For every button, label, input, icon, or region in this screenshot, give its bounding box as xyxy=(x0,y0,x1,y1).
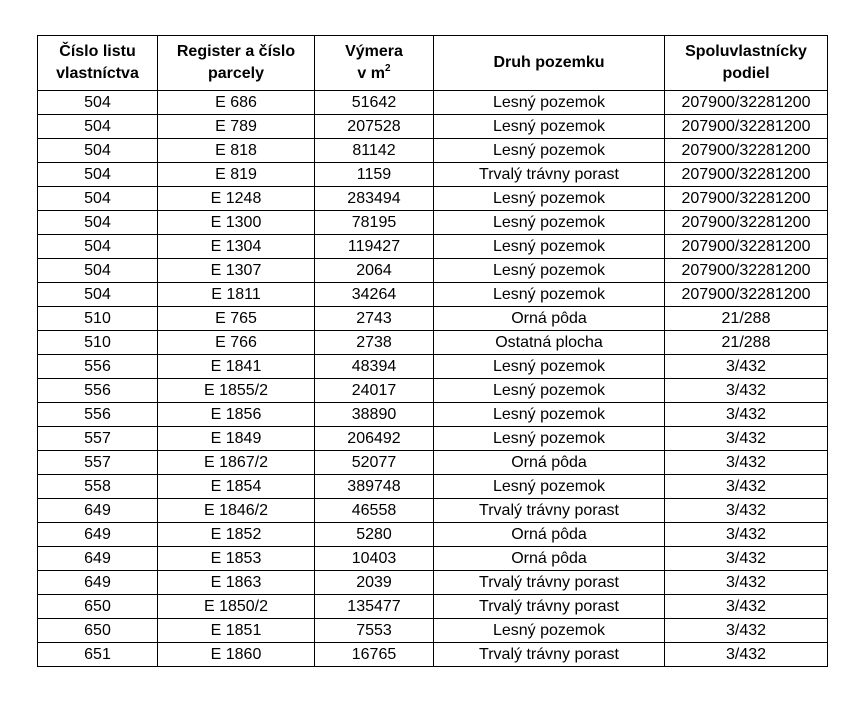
cell-area: 1159 xyxy=(315,163,434,187)
cell-ownership-sheet-number: 650 xyxy=(38,619,158,643)
cell-land-type: Lesný pozemok xyxy=(434,91,665,115)
table-row xyxy=(38,619,828,643)
cell-register-parcel-number: E 1853 xyxy=(158,547,315,571)
cell-co-ownership-share: 207900/32281200 xyxy=(665,139,828,163)
cell-ownership-sheet-number: 504 xyxy=(38,163,158,187)
cell-ownership-sheet-number: 557 xyxy=(38,427,158,451)
cell-ownership-sheet-number: 510 xyxy=(38,331,158,355)
header-line: Druh pozemku xyxy=(493,54,605,71)
table-row xyxy=(38,595,828,619)
cell-area: 206492 xyxy=(315,427,434,451)
cell-land-type: Trvalý trávny porast xyxy=(434,595,665,619)
cell-land-type: Trvalý trávny porast xyxy=(434,571,665,595)
cell-land-type: Lesný pozemok xyxy=(434,355,665,379)
cell-co-ownership-share: 207900/32281200 xyxy=(665,187,828,211)
cell-area: 135477 xyxy=(315,595,434,619)
cell-land-type: Ostatná plocha xyxy=(434,331,665,355)
cell-register-parcel-number: E 1304 xyxy=(158,235,315,259)
table-row xyxy=(38,403,828,427)
cell-ownership-sheet-number: 556 xyxy=(38,355,158,379)
cell-co-ownership-share: 207900/32281200 xyxy=(665,163,828,187)
cell-land-type: Lesný pozemok xyxy=(434,619,665,643)
cell-ownership-sheet-number: 504 xyxy=(38,235,158,259)
cell-ownership-sheet-number: 504 xyxy=(38,91,158,115)
cell-register-parcel-number: E 1849 xyxy=(158,427,315,451)
cell-co-ownership-share: 3/432 xyxy=(665,379,828,403)
cell-ownership-sheet-number: 504 xyxy=(38,187,158,211)
header-co-ownership-share xyxy=(665,36,828,91)
cell-area: 78195 xyxy=(315,211,434,235)
cell-register-parcel-number: E 818 xyxy=(158,139,315,163)
cell-area: 207528 xyxy=(315,115,434,139)
cell-co-ownership-share: 207900/32281200 xyxy=(665,235,828,259)
header-register-parcel-number xyxy=(158,36,315,91)
cell-co-ownership-share: 3/432 xyxy=(665,523,828,547)
cell-co-ownership-share: 207900/32281200 xyxy=(665,283,828,307)
cell-area: 24017 xyxy=(315,379,434,403)
cell-ownership-sheet-number: 556 xyxy=(38,379,158,403)
cell-land-type: Trvalý trávny porast xyxy=(434,643,665,667)
cell-register-parcel-number: E 819 xyxy=(158,163,315,187)
cell-ownership-sheet-number: 510 xyxy=(38,307,158,331)
cell-co-ownership-share: 207900/32281200 xyxy=(665,211,828,235)
cell-register-parcel-number: E 766 xyxy=(158,331,315,355)
cell-area: 283494 xyxy=(315,187,434,211)
cell-land-type: Lesný pozemok xyxy=(434,211,665,235)
cell-register-parcel-number: E 686 xyxy=(158,91,315,115)
table-row xyxy=(38,115,828,139)
table-row xyxy=(38,187,828,211)
cell-land-type: Orná pôda xyxy=(434,523,665,547)
cell-land-type: Lesný pozemok xyxy=(434,403,665,427)
cell-co-ownership-share: 3/432 xyxy=(665,643,828,667)
cell-register-parcel-number: E 1307 xyxy=(158,259,315,283)
header-line: Výmera xyxy=(345,43,403,60)
cell-co-ownership-share: 3/432 xyxy=(665,571,828,595)
cell-area: 5280 xyxy=(315,523,434,547)
cell-area: 34264 xyxy=(315,283,434,307)
header-line xyxy=(315,63,433,85)
cell-co-ownership-share: 3/432 xyxy=(665,475,828,499)
table-row xyxy=(38,235,828,259)
cell-co-ownership-share: 3/432 xyxy=(665,403,828,427)
cell-ownership-sheet-number: 649 xyxy=(38,523,158,547)
cell-land-type: Orná pôda xyxy=(434,307,665,331)
cell-register-parcel-number: E 1846/2 xyxy=(158,499,315,523)
table-row xyxy=(38,451,828,475)
cell-area: 119427 xyxy=(315,235,434,259)
cell-register-parcel-number: E 1811 xyxy=(158,283,315,307)
cell-ownership-sheet-number: 504 xyxy=(38,259,158,283)
parcel-table xyxy=(37,35,828,667)
cell-land-type: Orná pôda xyxy=(434,451,665,475)
table-row xyxy=(38,139,828,163)
table-row xyxy=(38,379,828,403)
cell-ownership-sheet-number: 651 xyxy=(38,643,158,667)
cell-area: 38890 xyxy=(315,403,434,427)
table-row xyxy=(38,331,828,355)
cell-area: 46558 xyxy=(315,499,434,523)
cell-co-ownership-share: 3/432 xyxy=(665,595,828,619)
table-row xyxy=(38,643,828,667)
cell-land-type: Lesný pozemok xyxy=(434,475,665,499)
table-row xyxy=(38,355,828,379)
table-row xyxy=(38,475,828,499)
table-row xyxy=(38,523,828,547)
table-row xyxy=(38,91,828,115)
cell-register-parcel-number: E 765 xyxy=(158,307,315,331)
cell-ownership-sheet-number: 649 xyxy=(38,547,158,571)
cell-co-ownership-share: 21/288 xyxy=(665,307,828,331)
header-line: Register a číslo xyxy=(176,43,296,60)
header-line: Spoluvlastnícky xyxy=(685,43,807,60)
cell-register-parcel-number: E 789 xyxy=(158,115,315,139)
cell-register-parcel-number: E 1852 xyxy=(158,523,315,547)
cell-register-parcel-number: E 1863 xyxy=(158,571,315,595)
cell-register-parcel-number: E 1867/2 xyxy=(158,451,315,475)
table-row xyxy=(38,427,828,451)
table-row xyxy=(38,499,828,523)
cell-co-ownership-share: 207900/32281200 xyxy=(665,259,828,283)
cell-register-parcel-number: E 1851 xyxy=(158,619,315,643)
cell-register-parcel-number: E 1854 xyxy=(158,475,315,499)
table-row xyxy=(38,547,828,571)
cell-register-parcel-number: E 1248 xyxy=(158,187,315,211)
cell-co-ownership-share: 3/432 xyxy=(665,547,828,571)
cell-land-type: Lesný pozemok xyxy=(434,115,665,139)
table-header xyxy=(38,36,828,91)
header-line: podiel xyxy=(722,65,770,82)
cell-register-parcel-number: E 1860 xyxy=(158,643,315,667)
cell-ownership-sheet-number: 504 xyxy=(38,139,158,163)
cell-ownership-sheet-number: 504 xyxy=(38,283,158,307)
cell-co-ownership-share: 207900/32281200 xyxy=(665,91,828,115)
cell-land-type: Lesný pozemok xyxy=(434,187,665,211)
table-row xyxy=(38,259,828,283)
table-row xyxy=(38,307,828,331)
cell-ownership-sheet-number: 557 xyxy=(38,451,158,475)
cell-land-type: Lesný pozemok xyxy=(434,283,665,307)
table-row xyxy=(38,211,828,235)
cell-ownership-sheet-number: 556 xyxy=(38,403,158,427)
cell-area: 10403 xyxy=(315,547,434,571)
cell-land-type: Lesný pozemok xyxy=(434,427,665,451)
cell-land-type: Lesný pozemok xyxy=(434,139,665,163)
cell-register-parcel-number: E 1300 xyxy=(158,211,315,235)
cell-register-parcel-number: E 1855/2 xyxy=(158,379,315,403)
cell-ownership-sheet-number: 504 xyxy=(38,211,158,235)
cell-land-type: Lesný pozemok xyxy=(434,259,665,283)
cell-co-ownership-share: 21/288 xyxy=(665,331,828,355)
header-row xyxy=(38,36,828,91)
cell-ownership-sheet-number: 558 xyxy=(38,475,158,499)
cell-land-type: Orná pôda xyxy=(434,547,665,571)
header-ownership-sheet-number xyxy=(38,36,158,91)
header-line: vlastníctva xyxy=(56,65,139,82)
cell-co-ownership-share: 3/432 xyxy=(665,499,828,523)
cell-area: 51642 xyxy=(315,91,434,115)
cell-area: 2039 xyxy=(315,571,434,595)
cell-co-ownership-share: 207900/32281200 xyxy=(665,115,828,139)
header-line: parcely xyxy=(207,65,265,82)
cell-register-parcel-number: E 1856 xyxy=(158,403,315,427)
header-land-type xyxy=(434,36,665,91)
cell-land-type: Lesný pozemok xyxy=(434,379,665,403)
cell-area: 16765 xyxy=(315,643,434,667)
cell-ownership-sheet-number: 650 xyxy=(38,595,158,619)
header-unit: v m xyxy=(357,65,385,82)
cell-ownership-sheet-number: 504 xyxy=(38,115,158,139)
cell-ownership-sheet-number: 649 xyxy=(38,571,158,595)
cell-area: 2064 xyxy=(315,259,434,283)
cell-land-type: Lesný pozemok xyxy=(434,235,665,259)
header-unit-exponent: 2 xyxy=(385,62,391,74)
header-area xyxy=(315,36,434,91)
table-row xyxy=(38,283,828,307)
cell-register-parcel-number: E 1850/2 xyxy=(158,595,315,619)
cell-area: 52077 xyxy=(315,451,434,475)
cell-land-type: Trvalý trávny porast xyxy=(434,163,665,187)
cell-area: 48394 xyxy=(315,355,434,379)
cell-ownership-sheet-number: 649 xyxy=(38,499,158,523)
table-row xyxy=(38,571,828,595)
parcel-table-container xyxy=(37,35,828,667)
cell-co-ownership-share: 3/432 xyxy=(665,619,828,643)
table-row xyxy=(38,163,828,187)
cell-co-ownership-share: 3/432 xyxy=(665,355,828,379)
cell-land-type: Trvalý trávny porast xyxy=(434,499,665,523)
cell-area: 389748 xyxy=(315,475,434,499)
cell-co-ownership-share: 3/432 xyxy=(665,427,828,451)
cell-area: 2743 xyxy=(315,307,434,331)
cell-register-parcel-number: E 1841 xyxy=(158,355,315,379)
header-line: Číslo listu xyxy=(59,43,136,60)
table-body xyxy=(38,91,828,667)
cell-co-ownership-share: 3/432 xyxy=(665,451,828,475)
cell-area: 7553 xyxy=(315,619,434,643)
cell-area: 2738 xyxy=(315,331,434,355)
cell-area: 81142 xyxy=(315,139,434,163)
